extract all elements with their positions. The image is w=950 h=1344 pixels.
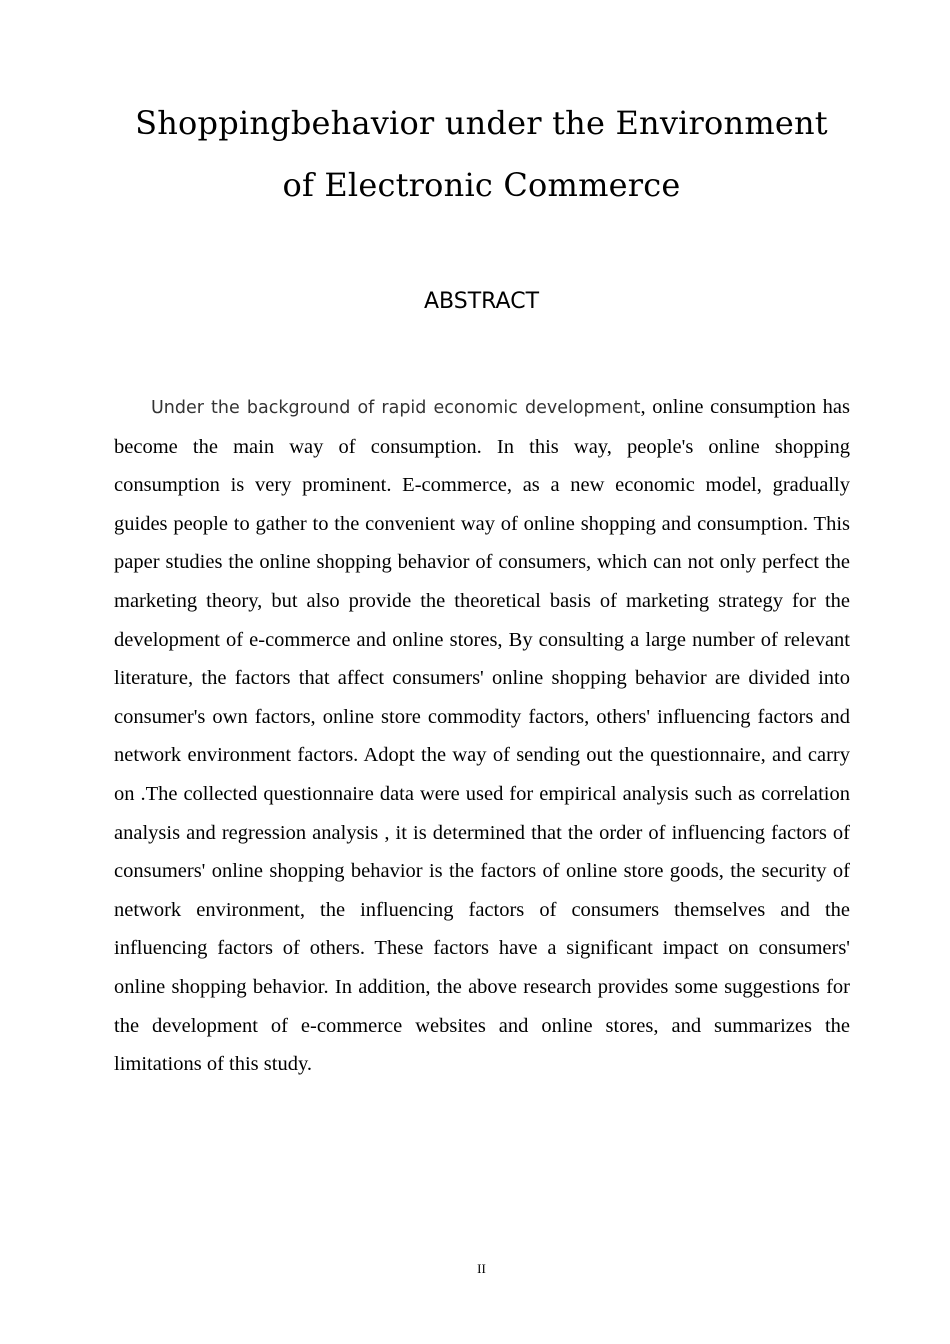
abstract-paragraph — [114, 388, 850, 1084]
page-number: II — [477, 1261, 486, 1276]
abstract-heading: ABSTRACT — [423, 289, 540, 314]
title-line-2: of Electronic Commerce — [282, 166, 681, 204]
abstract-body-text: , online consumption has become the main way of consumption. In this way, people's online shopping consumption is very prominent. E-commerce, as a new economic model, gradually guides people to gather to the convenient way of online shopping and consumption. This paper studies the online shopping behavior of consumers, which can not only perfect the marketing theory, but also provide the theoretical basis of marketing strategy for the development of e-commerce and online stores, By consulting a large number of relevant literature, the factors that affect consumers' online shopping behavior are divided into consumer's own factors, online store commodity factors, others' influencing factors and network environment factors. Adopt the way of sending out the questionnaire, and carry on .The collected questionnaire data were used for empirical analysis such as correlation analysis and regression analysis , it is determined that the order of influencing factors of consumers' online shopping behavior is the factors of online store goods, the security of network environment, the influencing factors of consumers themselves and the influencing factors of others. These factors have a significant impact on consumers' online shopping behavior. In addition, the above research provides some suggestions for the development of e-commerce websites and online stores, and summarizes the limitations of this study. — [114, 396, 850, 1076]
abstract-lead-text: Under the background of rapid economic development — [151, 398, 641, 418]
document-title — [100, 92, 863, 216]
title-line-1: Shoppingbehavior under the Environment — [135, 104, 828, 142]
